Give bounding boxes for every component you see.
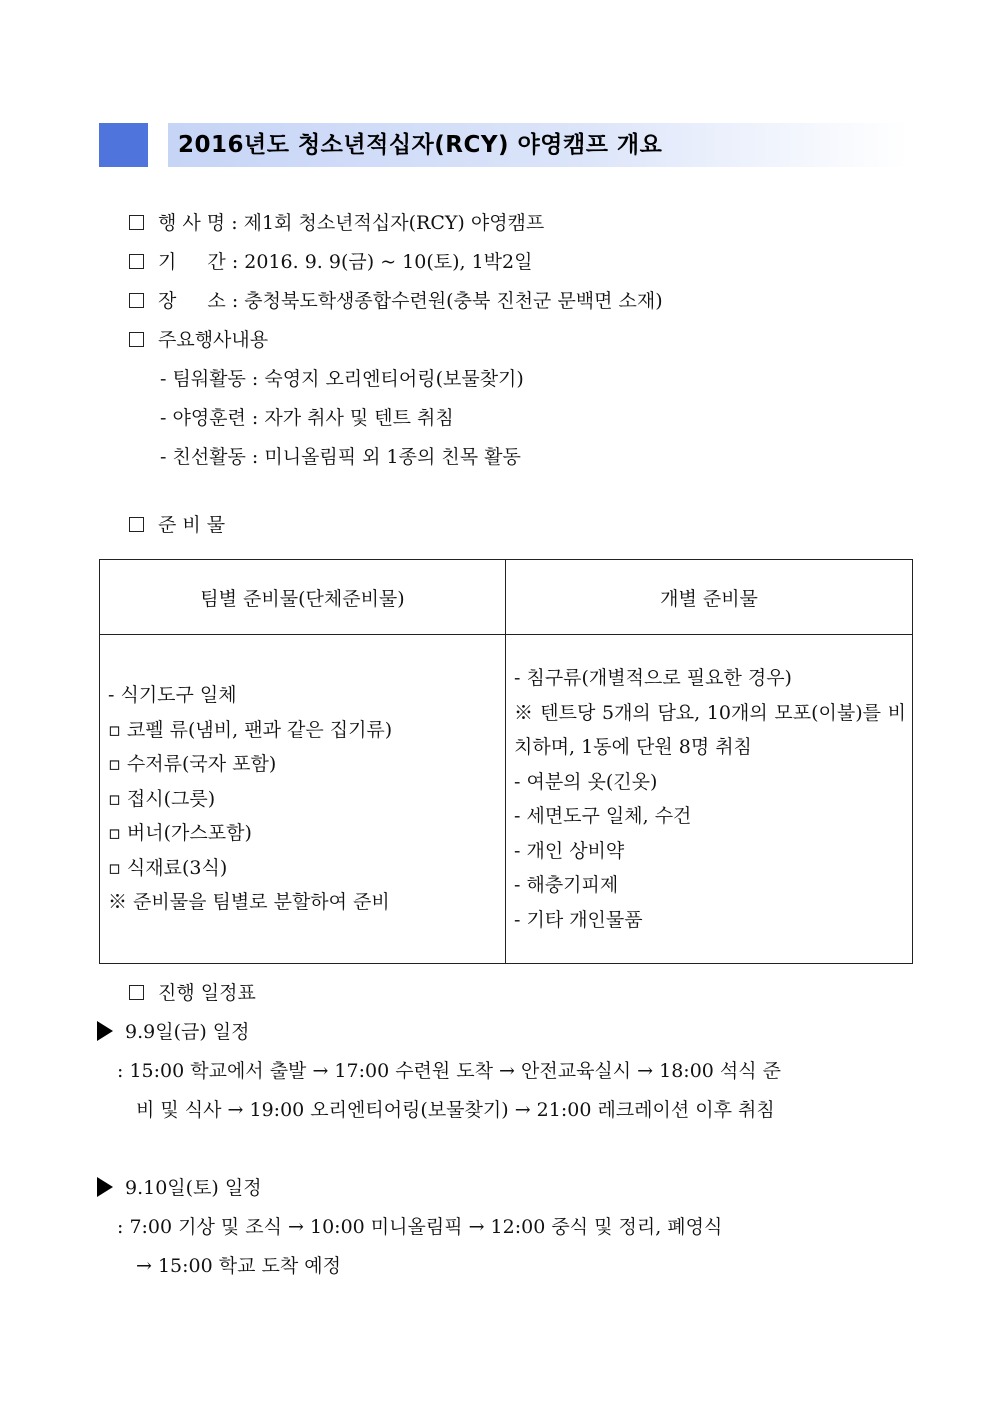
info-location: 장 소 : 충청북도학생종합수련원(충북 진천군 문백면 소재) [129,288,663,314]
activity-item: - 친선활동 : 미니올림픽 외 1종의 친목 활동 [160,446,521,468]
list-item: ※ 준비물을 팀별로 분할하여 준비 [108,891,390,914]
list-item: - 기타 개인물품 [514,908,643,931]
title-accent-square [99,123,148,167]
table-header-team: 팀별 준비물(단체준비물) [100,560,506,635]
day1-schedule-line: 비 및 식사 → 19:00 오리엔티어링(보물찾기) → 21:00 레크레이션 이후 취침 [136,1099,775,1121]
supplies-heading: 준 비 물 [129,512,225,538]
list-item: - 개인 상비약 [514,839,625,862]
document-title: 2016년도 청소년적십자(RCY) 야영캠프 개요 [178,132,663,158]
main-activities-heading: 주요행사내용 [129,327,268,353]
list-item: - 식기도구 일체 [108,684,237,707]
list-item: ▫ 식재료(3식) [108,856,228,879]
list-item: ▫ 접시(그릇) [108,787,216,810]
table-header-individual: 개별 준비물 [506,560,913,635]
day2-title: 9.10일(토) 일정 [97,1175,262,1201]
checkbox-icon [129,332,144,347]
list-item: ▫ 수저류(국자 포함) [108,753,277,776]
list-item: ▫ 코펠 류(냄비, 팬과 같은 집기류) [108,718,393,741]
checkbox-icon [129,254,144,269]
activity-item: - 야영훈련 : 자가 취사 및 텐트 취침 [160,407,454,429]
list-item: - 세면도구 일체, 수건 [514,805,692,827]
play-triangle-icon [97,1021,113,1041]
play-triangle-icon [97,1177,113,1197]
checkbox-icon [129,517,144,532]
day2-schedule-line: → 15:00 학교 도착 예정 [136,1255,341,1277]
checkbox-icon [129,215,144,230]
team-supplies-cell [100,635,506,964]
list-item: ▫ 버너(가스포함) [108,822,252,845]
day1-title: 9.9일(금) 일정 [97,1019,250,1045]
supplies-table [99,559,913,964]
info-event-name: 행 사 명 : 제1회 청소년적십자(RCY) 야영캠프 [129,210,544,236]
info-period: 기 간 : 2016. 9. 9(금) ~ 10(토), 1박2일 [129,249,532,275]
checkbox-icon [129,985,144,1000]
activity-item: - 팀워활동 : 숙영지 오리엔티어링(보물찾기) [160,368,524,390]
list-item: ※ 텐트당 5개의 담요, 10개의 모포(이불)를 비치하며, 1동에 단원 8명 취침 [514,701,906,758]
list-item: - 해충기피제 [514,874,619,896]
schedule-heading: 진행 일정표 [129,980,256,1006]
list-item: - 침구류(개별적으로 필요한 경우) [514,667,792,689]
day2-schedule-line: : 7:00 기상 및 조식 → 10:00 미니올림픽 → 12:00 중식 및 정리, 폐영식 [117,1216,723,1238]
individual-supplies-cell [506,635,913,964]
list-item: - 여분의 옷(긴옷) [514,770,658,793]
checkbox-icon [129,293,144,308]
day1-schedule-line: : 15:00 학교에서 출발 → 17:00 수련원 도착 → 안전교육실시 → 18:00 석식 준 [117,1060,782,1082]
